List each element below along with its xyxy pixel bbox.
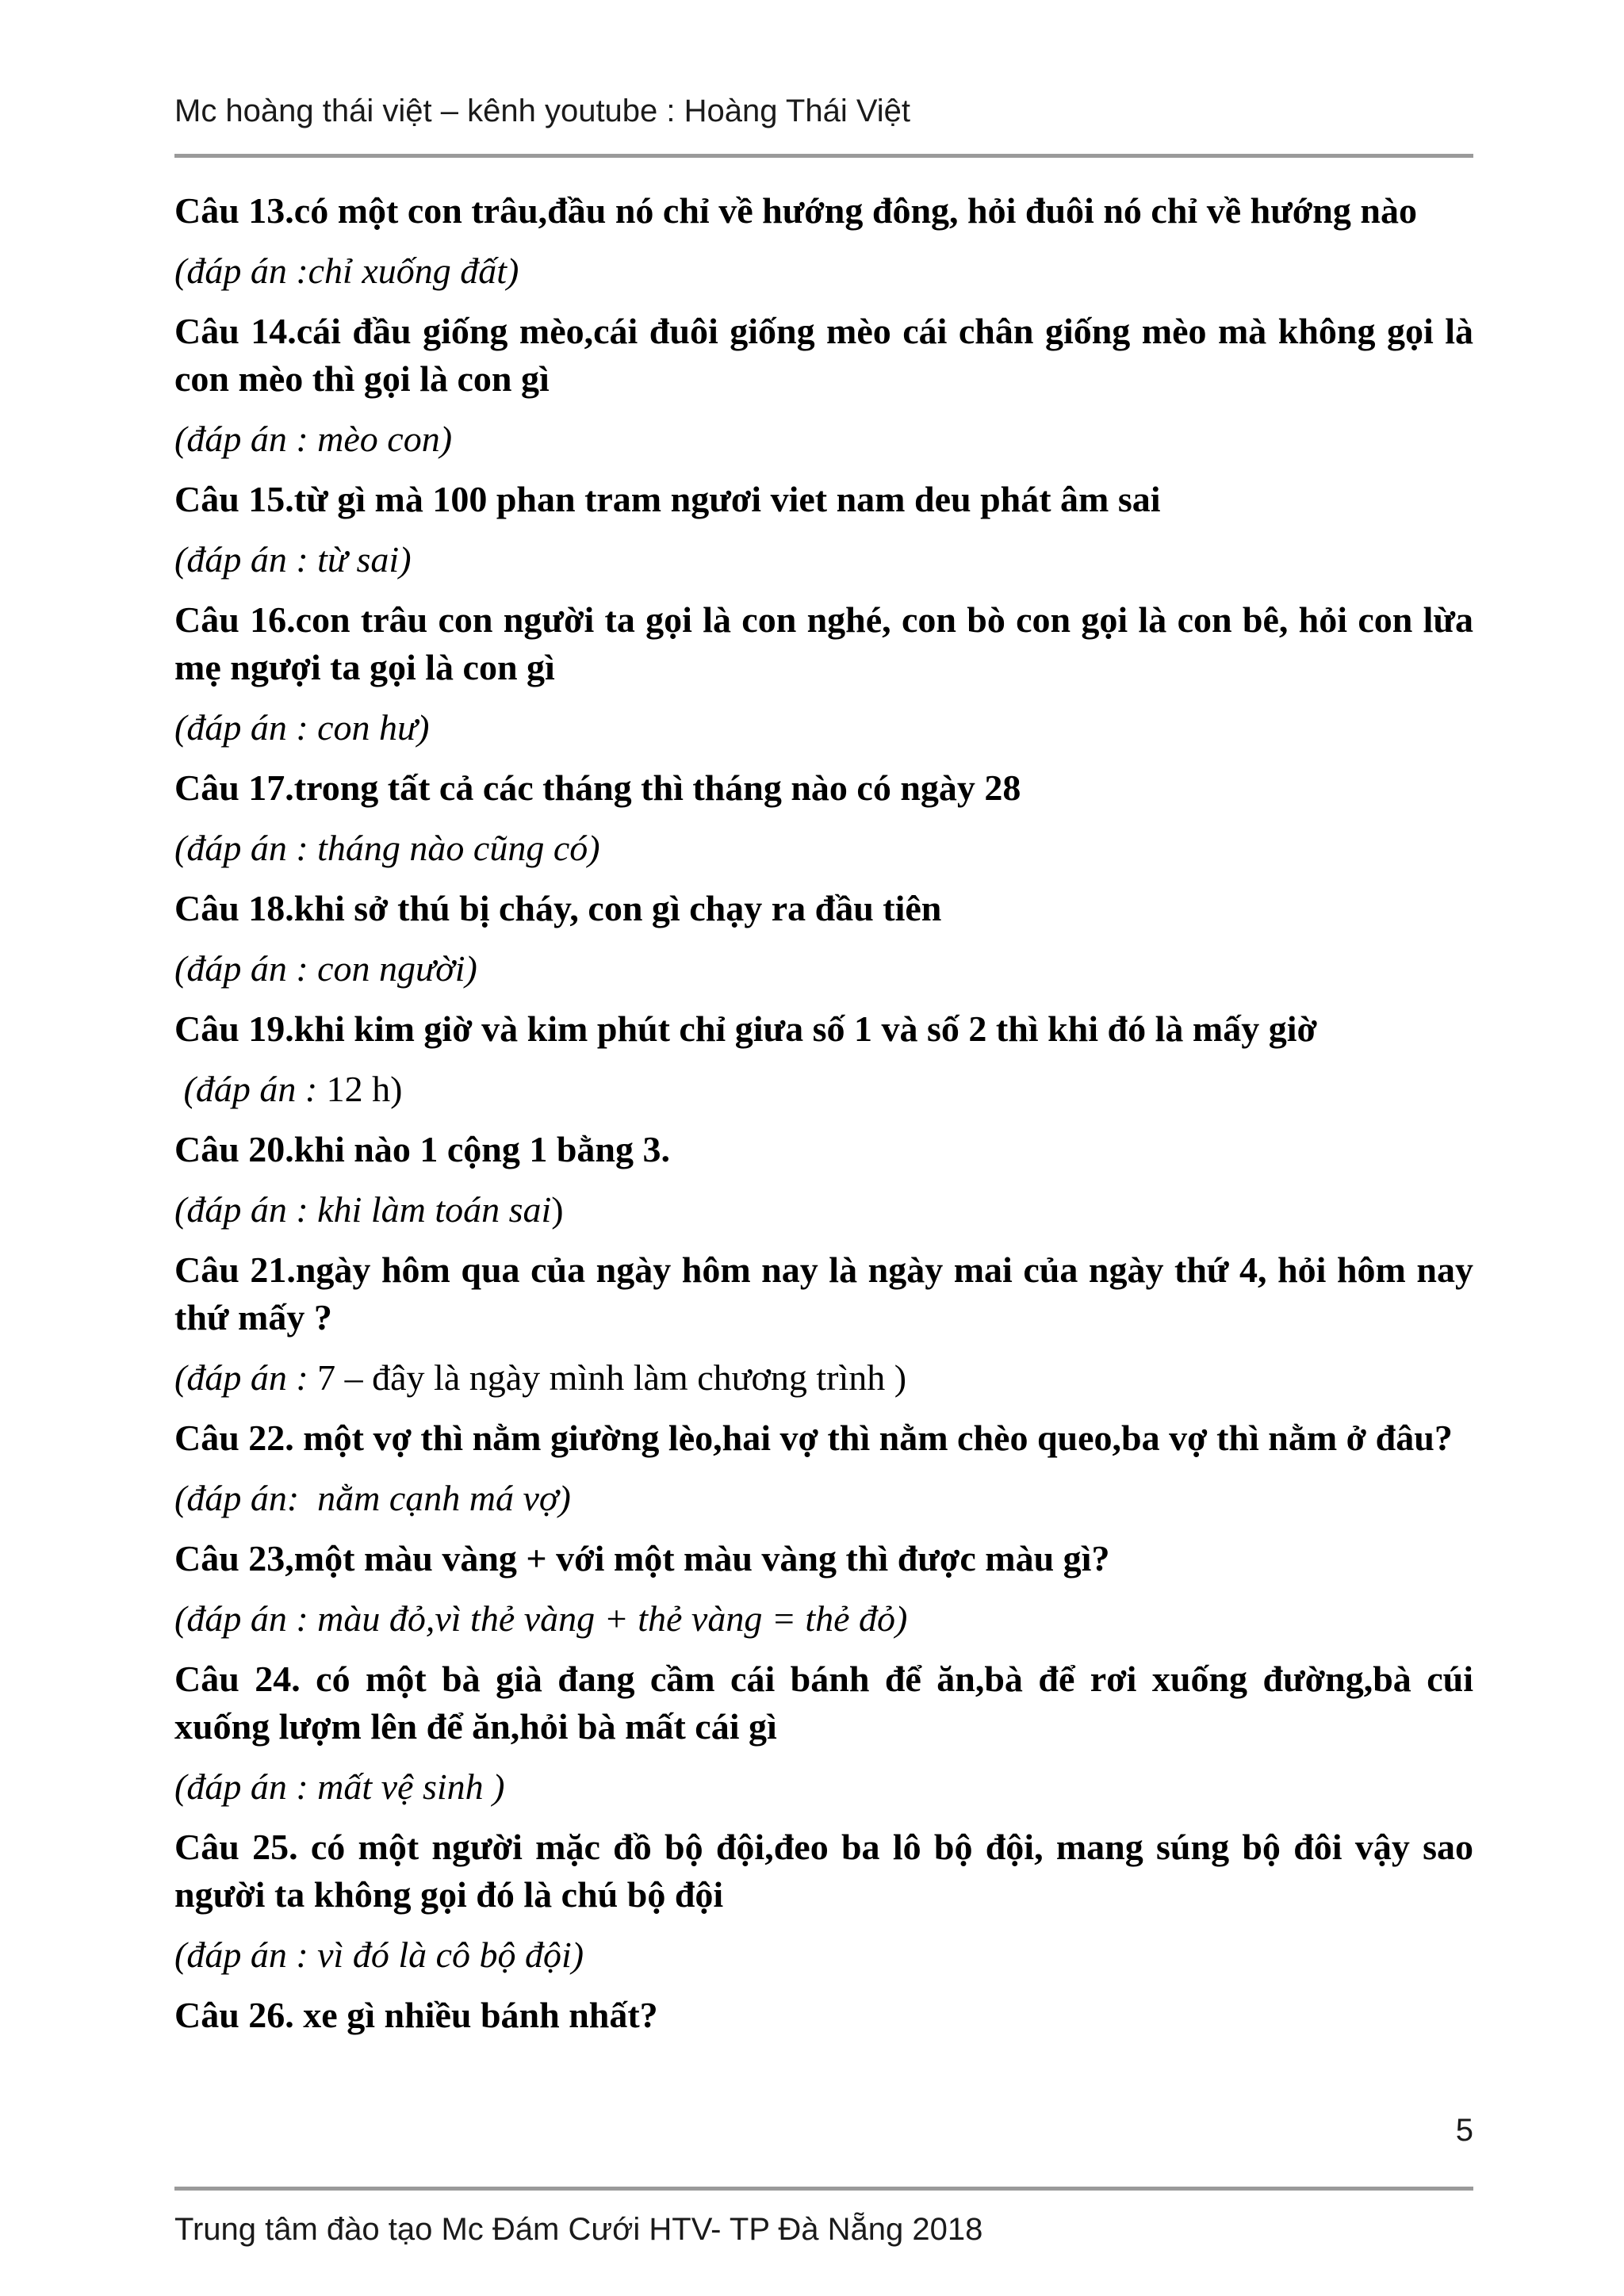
answer-25 [174,1931,1473,1979]
question-20: Câu 20.khi nào 1 cộng 1 bằng 3. [174,1129,670,1169]
answer-14-text: (đáp án : mèo con) [174,419,453,459]
answer-16-text: (đáp án : con hư) [174,707,430,748]
answer-19-value: 12 h) [326,1069,403,1109]
question-23: Câu 23,một màu vàng + với một màu vàng thì được màu gì? [174,1538,1110,1578]
question-19: Câu 19.khi kim giờ và kim phút chỉ giưa số 1 và số 2 thì khi đó là mấy giờ [174,1008,1317,1049]
answer-16 [174,704,1473,752]
answer-17-text: (đáp án : tháng nào cũng có) [174,828,600,868]
question-24: Câu 24. có một bà già đang cầm cái bánh để ăn,bà để rơi xuống đường,bà cúi xuống lượm lên để ăn,hỏi bà mất cái gì [174,1659,1473,1747]
question-21: Câu 21.ngày hôm qua của ngày hôm nay là ngày mai của ngày thứ 4, hỏi hôm nay thứ mấy ? [174,1249,1473,1337]
riddle-list [174,187,1473,2039]
question-25: Câu 25. có một người mặc đồ bộ đội,đeo ba lô bộ đội, mang súng bộ đôi vậy sao người ta không gọi đó là chú bộ đội [174,1827,1473,1915]
answer-20-close: ) [551,1189,564,1230]
question-18: Câu 18.khi sở thú bị cháy, con gì chạy ra đầu tiên [174,888,942,928]
answer-20 [174,1186,1473,1234]
page-header: Mc hoàng thái việt – kênh youtube : Hoàng Thái Việt [174,94,911,128]
footer-divider [174,2187,1473,2191]
answer-22 [174,1475,1473,1522]
answer-21-label: (đáp án : [174,1357,318,1398]
answer-13-text: (đáp án :chỉ xuống đất) [174,251,519,291]
answer-15-text: (đáp án : từ sai) [174,539,412,580]
answer-17 [174,825,1473,872]
answer-23 [174,1595,1473,1643]
answer-19 [174,1066,1473,1113]
page-footer: Trung tâm đào tạo Mc Đám Cưới HTV- TP Đà Nẵng 2018 [174,2212,983,2247]
header-divider [174,154,1473,158]
answer-25-text: (đáp án : vì đó là cô bộ đội) [174,1934,584,1975]
answer-24-text: (đáp án : mất vệ sinh ) [174,1766,505,1807]
answer-23-text: (đáp án : màu đỏ,vì thẻ vàng + thẻ vàng = thẻ đỏ) [174,1598,908,1639]
answer-14 [174,415,1473,463]
answer-22-text: (đáp án: nằm cạnh má vợ) [174,1478,571,1518]
answer-21 [174,1354,1473,1402]
question-16: Câu 16.con trâu con người ta gọi là con nghé, con bò con gọi là con bê, hỏi con lừa mẹ ngượi ta gọi là con gì [174,599,1473,687]
question-14: Câu 14.cái đầu giống mèo,cái đuôi giống mèo cái chân giống mèo mà không gọi là con mèo thì gọi là con gì [174,311,1473,399]
question-15: Câu 15.từ gì mà 100 phan tram ngươi viet nam deu phát âm sai [174,479,1161,519]
answer-18 [174,945,1473,993]
answer-20-text: (đáp án : khi làm toán sai [174,1189,552,1230]
answer-24 [174,1763,1473,1811]
answer-21-value: 7 – đây là ngày mình làm chương trình ) [317,1357,907,1398]
page-number: 5 [1455,2113,1473,2148]
question-13: Câu 13.có một con trâu,đầu nó chỉ về hướng đông, hỏi đuôi nó chỉ về hướng nào [174,190,1417,231]
answer-15 [174,536,1473,584]
answer-19-label: (đáp án : [174,1069,327,1109]
answer-13 [174,247,1473,295]
answer-18-text: (đáp án : con người) [174,948,477,989]
question-22: Câu 22. một vợ thì nằm giường lèo,hai vợ thì nằm chèo queo,ba vợ thì nằm ở đâu? [174,1418,1453,1458]
question-17: Câu 17.trong tất cả các tháng thì tháng nào có ngày 28 [174,767,1021,808]
question-26: Câu 26. xe gì nhiều bánh nhất? [174,1995,658,2035]
